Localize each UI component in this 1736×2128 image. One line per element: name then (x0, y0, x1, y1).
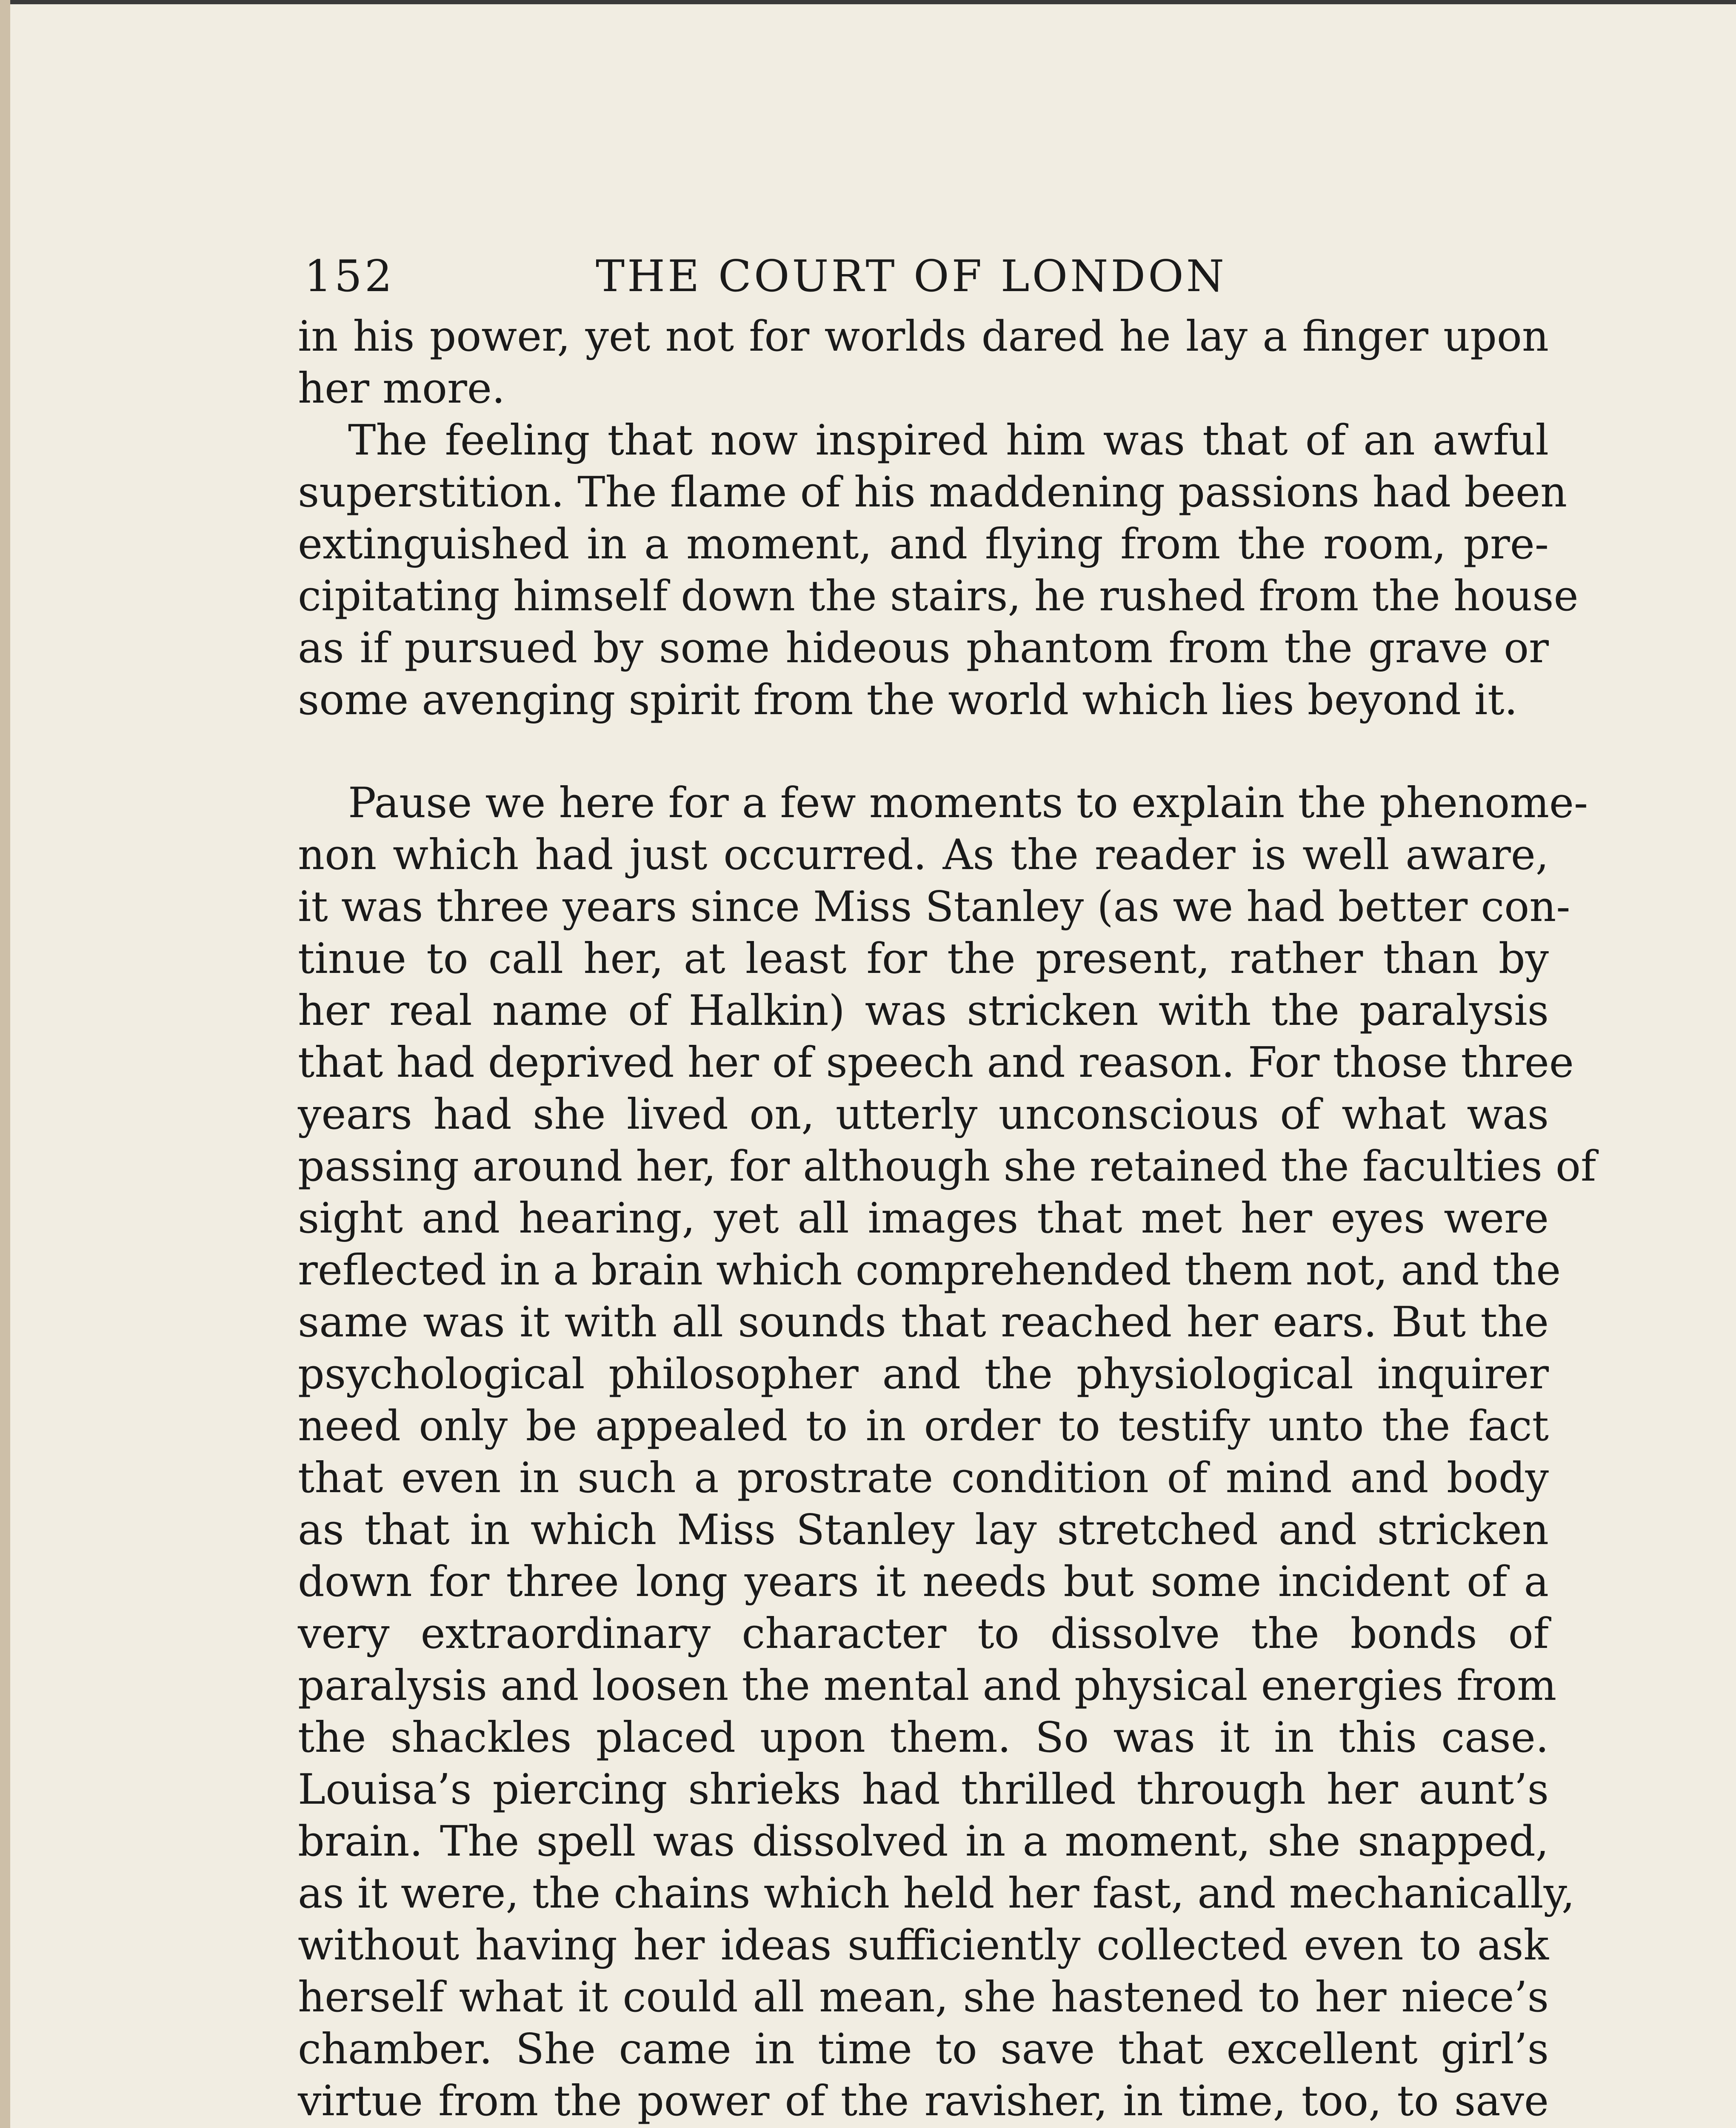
text-line: her real name of Halkin) was stricken with the paralysis (298, 987, 1549, 1035)
text-line: virtue from the power of the ravisher, in time, too, to save (298, 2077, 1549, 2125)
paragraph-continuation (298, 311, 1549, 415)
text-line: Louisa’s piercing shrieks had thrilled through her aunt’s (298, 1765, 1549, 1814)
text-line: need only be appealed to in order to testify unto the fact (298, 1402, 1549, 1450)
text-line: in his power, yet not for worlds dared he lay a finger upon (298, 312, 1549, 361)
text-line: very extraordinary character to dissolve the bonds of (298, 1610, 1549, 1658)
text-line: that had deprived her of speech and reason. For those three (298, 1038, 1574, 1087)
text-line: as if pursued by some hideous phantom from the grave or (298, 624, 1549, 672)
text-line: psychological philosopher and the physiological inquirer (298, 1350, 1549, 1399)
text-line: passing around her, for although she retained the faculties of (298, 1142, 1596, 1191)
text-line: cipitating himself down the stairs, he rushed from the house (298, 572, 1579, 621)
text-line: it was three years since Miss Stanley (as we had better con- (298, 883, 1570, 931)
page-left-edge (0, 0, 10, 2128)
text-line: that even in such a prostrate condition of mind and body (298, 1454, 1549, 1502)
text-line: herself what it could all mean, she hastened to her niece’s (298, 1973, 1549, 2022)
running-title: THE COURT OF LONDON (596, 251, 1227, 302)
text-line: chamber. She came in time to save that excellent girl’s (298, 2025, 1549, 2074)
paragraph (298, 415, 1579, 726)
running-header (298, 243, 1549, 311)
text-line: same was it with all sounds that reached her ears. But the (298, 1298, 1549, 1347)
text-line: tinue to call her, at least for the present, rather than by (298, 935, 1549, 983)
text-line: her more. (298, 364, 505, 413)
text-line: superstition. The flame of his maddening passions had been (298, 468, 1568, 517)
text-line: Pause we here for a few moments to explain the phenome- (348, 779, 1588, 827)
text-line: brain. The spell was dissolved in a moment, she snapped, (298, 1817, 1549, 1866)
section-break (298, 726, 1549, 777)
text-line: extinguished in a moment, and flying from the room, pre- (298, 520, 1549, 569)
text-line: some avenging spirit from the world which lies beyond it. (298, 676, 1518, 724)
text-line: paralysis and loosen the mental and physical energies from (298, 1662, 1557, 1710)
paragraph (298, 777, 1596, 2128)
page-number: 152 (304, 251, 395, 302)
text-line: without having her ideas sufficiently collected even to ask (298, 1921, 1549, 1970)
text-line: The feeling that now inspired him was that of an awful (348, 416, 1549, 465)
text-line: years had she lived on, utterly unconscious of what was (298, 1090, 1549, 1139)
scan-top-edge (0, 0, 1736, 4)
text-line: as it were, the chains which held her fast, and mechanically, (298, 1869, 1575, 1918)
text-line: as that in which Miss Stanley lay stretched and stricken (298, 1506, 1549, 1554)
text-line: the shackles placed upon them. So was it in this case. (298, 1713, 1549, 1762)
text-line: non which had just occurred. As the reader is well aware, (298, 831, 1549, 879)
text-line: reflected in a brain which comprehended them not, and the (298, 1246, 1561, 1295)
text-line: sight and hearing, yet all images that met her eyes were (298, 1194, 1549, 1243)
page-content (298, 243, 1596, 2128)
text-line: down for three long years it needs but some incident of a (298, 1558, 1549, 1606)
